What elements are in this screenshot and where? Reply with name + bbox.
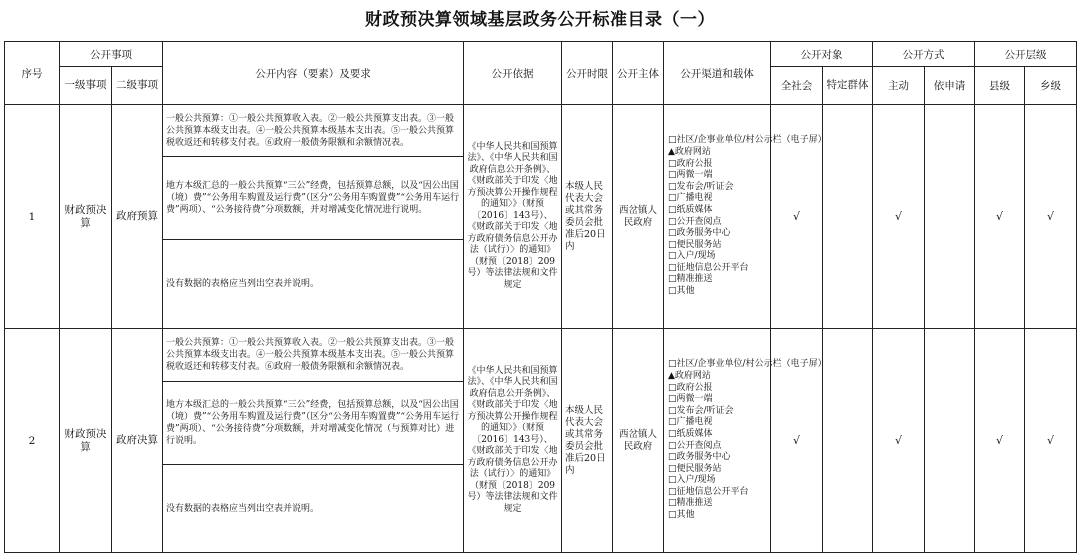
channel-item: □纸质媒体 xyxy=(668,204,713,215)
channel-item: □政务服务中心 xyxy=(668,452,731,463)
row-level1: 财政预决算 xyxy=(60,105,112,329)
check-township: √ xyxy=(1025,105,1077,329)
channel-item: □便民服务站 xyxy=(668,239,722,250)
header-level1: 一级事项 xyxy=(60,67,112,105)
channel-item: □政务服务中心 xyxy=(668,228,731,239)
channel-item: □精准推送 xyxy=(668,274,713,285)
check-active: √ xyxy=(873,329,925,553)
channel-item: □纸质媒体 xyxy=(668,428,713,439)
row-content-three-public-expenses: 地方本级汇总的一般公共预算“三公”经费，包括预算总额，以及“因公出国（境）费”“公务用车购置及运行费”（区分“公务用车购置费”“公务用车运行费”两项）、“公务接待费”分项数额，并对增减变化情况（与预算对比）进行说明。 xyxy=(163,382,464,465)
row-content-three-public-expenses: 地方本级汇总的一般公共预算“三公”经费，包括预算总额，以及“因公出国（境）费”“公务用车购置及运行费”（区分“公务用车购置费”“公务用车运行费”两项）、“公务接待费”分项数额，并对增减变化情况进行说明。 xyxy=(163,157,464,240)
channel-item: □征地信息公开平台 xyxy=(668,262,749,273)
row-subject: 西岔镇人民政府 xyxy=(613,105,664,329)
channel-item: □社区/企事业单位/村公示栏（电子屏） xyxy=(668,135,827,146)
channel-item: □征地信息公开平台 xyxy=(668,486,749,497)
row-channels xyxy=(664,105,827,329)
channel-item: □广播电视 xyxy=(668,193,713,204)
header-subject: 公开主体 xyxy=(613,42,664,105)
channel-item: □公开查阅点 xyxy=(668,440,722,451)
row-level1: 财政预决算 xyxy=(60,329,112,553)
channel-item: □两微一端 xyxy=(668,170,713,181)
channel-item: □社区/企事业单位/村公示栏（电子屏） xyxy=(668,359,827,370)
header-channels: 公开渠道和载体 xyxy=(664,42,771,105)
row-basis: 《中华人民共和国预算法》、《中华人民共和国政府信息公开条例》、《财政部关于印发〈地方预决算公开操作规程的通知〉》（财预〔2016〕143号）、《财政部关于印发〈地方政府债务信息公开办法（试行）〉的通知》（财预〔2018〕209号）等法律法规和文件规定 xyxy=(464,329,562,553)
channel-item: □广播电视 xyxy=(668,417,713,428)
row-seq: 2 xyxy=(5,329,60,553)
channel-item: □发布会/听证会 xyxy=(668,181,734,192)
row-content-empty-table-note: 没有数据的表格应当列出空表并说明。 xyxy=(163,240,464,329)
header-level: 公开层级 xyxy=(975,42,1077,67)
channel-item: □其他 xyxy=(668,510,695,521)
channel-item: □入户/现场 xyxy=(668,475,716,486)
row-content-budget-tables: 一般公共预算：①一般公共预算收入表。②一般公共预算支出表。③一般公共预算本级支出表。④一般公共预算本级基本支出表。⑤一般公共预算税收返还和转移支付表。⑥政府一般债务限额和余额情况表。 xyxy=(163,105,464,157)
header-method: 公开方式 xyxy=(873,42,975,67)
check-on-request xyxy=(925,329,975,553)
check-specific-group xyxy=(823,105,873,329)
row-basis: 《中华人民共和国预算法》、《中华人民共和国政府信息公开条例》、《财政部关于印发〈地方预决算公开操作规程的通知〉》（财预〔2016〕143号）、《财政部关于印发〈地方政府债务信息公开办法（试行）〉的通知》（财预〔2018〕209号）等法律法规和文件规定 xyxy=(464,105,562,329)
row-content-budget-tables: 一般公共预算：①一般公共预算收入表。②一般公共预算支出表。③一般公共预算本级支出表。④一般公共预算本级基本支出表。⑤一般公共预算税收返还和转移支付表。⑥政府一般债务限额和余额情况表。 xyxy=(163,329,464,382)
row-channels xyxy=(664,329,827,553)
header-active: 主动 xyxy=(873,67,925,105)
channel-item: ▲政府网站 xyxy=(668,146,711,157)
header-level2: 二级事项 xyxy=(112,67,163,105)
channel-item: □公开查阅点 xyxy=(668,216,722,227)
check-specific-group xyxy=(823,329,873,553)
check-all-society: √ xyxy=(771,329,823,553)
header-seq: 序号 xyxy=(5,42,60,105)
check-county: √ xyxy=(975,105,1025,329)
header-county: 县级 xyxy=(975,67,1025,105)
header-time: 公开时限 xyxy=(562,42,613,105)
row-level2: 政府决算 xyxy=(112,329,163,553)
table-row xyxy=(5,329,1077,382)
row-content-empty-table-note: 没有数据的表格应当列出空表并说明。 xyxy=(163,465,464,553)
row-time: 本级人民代表大会或其常务委员会批准后20日内 xyxy=(562,105,613,329)
row-level2: 政府预算 xyxy=(112,105,163,329)
check-county: √ xyxy=(975,329,1025,553)
channel-item: □便民服务站 xyxy=(668,463,722,474)
channel-item: □精准推送 xyxy=(668,498,713,509)
page-title: 财政预决算领域基层政务公开标准目录（一） xyxy=(365,10,715,30)
channel-item: □两微一端 xyxy=(668,394,713,405)
check-active: √ xyxy=(873,105,925,329)
header-row-1 xyxy=(5,42,1077,67)
check-on-request xyxy=(925,105,975,329)
check-all-society: √ xyxy=(771,105,823,329)
header-basis: 公开依据 xyxy=(464,42,562,105)
check-township: √ xyxy=(1025,329,1077,553)
row-subject: 西岔镇人民政府 xyxy=(613,329,664,553)
row-time: 本级人民代表大会或其常务委员会批准后20日内 xyxy=(562,329,613,553)
channel-item: □入户/现场 xyxy=(668,251,716,262)
channel-item: ▲政府网站 xyxy=(668,370,711,381)
header-township: 乡级 xyxy=(1025,67,1077,105)
catalog-table xyxy=(4,41,1077,553)
header-content: 公开内容（要素）及要求 xyxy=(163,42,464,105)
channel-item: □发布会/听证会 xyxy=(668,405,734,416)
header-specific-group: 特定群体 xyxy=(823,67,873,105)
channel-item: □政府公报 xyxy=(668,158,713,169)
channel-item: □政府公报 xyxy=(668,382,713,393)
row-seq: 1 xyxy=(5,105,60,329)
channel-item: □其他 xyxy=(668,286,695,297)
header-on-request: 依申请 xyxy=(925,67,975,105)
table-row xyxy=(5,105,1077,157)
header-public-matters: 公开事项 xyxy=(60,42,163,67)
header-audience: 公开对象 xyxy=(771,42,873,67)
header-all-society: 全社会 xyxy=(771,67,823,105)
